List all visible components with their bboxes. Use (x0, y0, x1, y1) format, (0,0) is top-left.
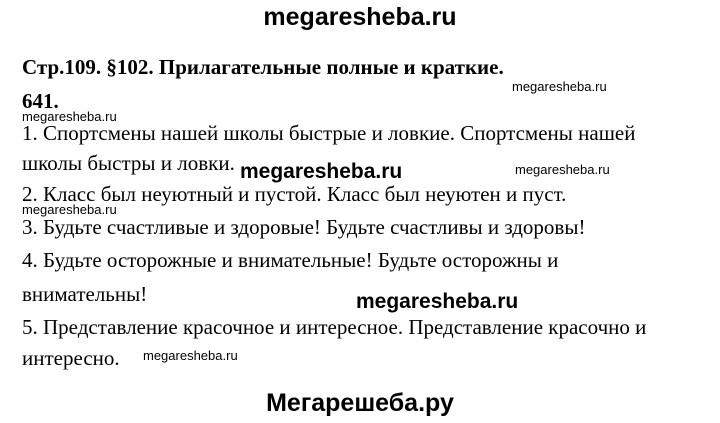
watermark-small: megaresheba.ru (512, 79, 607, 94)
answer-line-6: внимательны! (22, 282, 148, 306)
answer-line-8: интересно. (22, 346, 120, 370)
answer-line-1: 1. Спортсмены нашей школы быстрые и ловкие. Спортсмены нашей (22, 121, 636, 145)
site-footer: Мегарешеба.ру (266, 389, 454, 417)
exercise-number: 641. (22, 89, 59, 113)
answer-line-7: 5. Представление красочное и интересное. Представление красочно и (22, 315, 647, 339)
watermark-large: megaresheba.ru (240, 160, 403, 183)
watermark-small: megaresheba.ru (143, 348, 238, 363)
watermark-small: megaresheba.ru (515, 162, 610, 177)
answer-line-4: 3. Будьте счастливые и здоровые! Будьте счастливы и здоровы! (22, 215, 586, 239)
answer-line-2: школы быстры и ловки. (22, 151, 235, 175)
answer-line-3: 2. Класс был неуютный и пустой. Класс был неуютен и пуст. (22, 182, 567, 206)
site-header: megaresheba.ru (263, 3, 457, 31)
watermark-small: megaresheba.ru (22, 109, 117, 124)
watermark-large: megaresheba.ru (356, 290, 519, 313)
answer-line-5: 4. Будьте осторожные и внимательные! Будьте осторожны и (22, 248, 559, 272)
page-title: Стр.109. §102. Прилагательные полные и краткие. (22, 55, 504, 79)
watermark-small: megaresheba.ru (22, 202, 117, 217)
